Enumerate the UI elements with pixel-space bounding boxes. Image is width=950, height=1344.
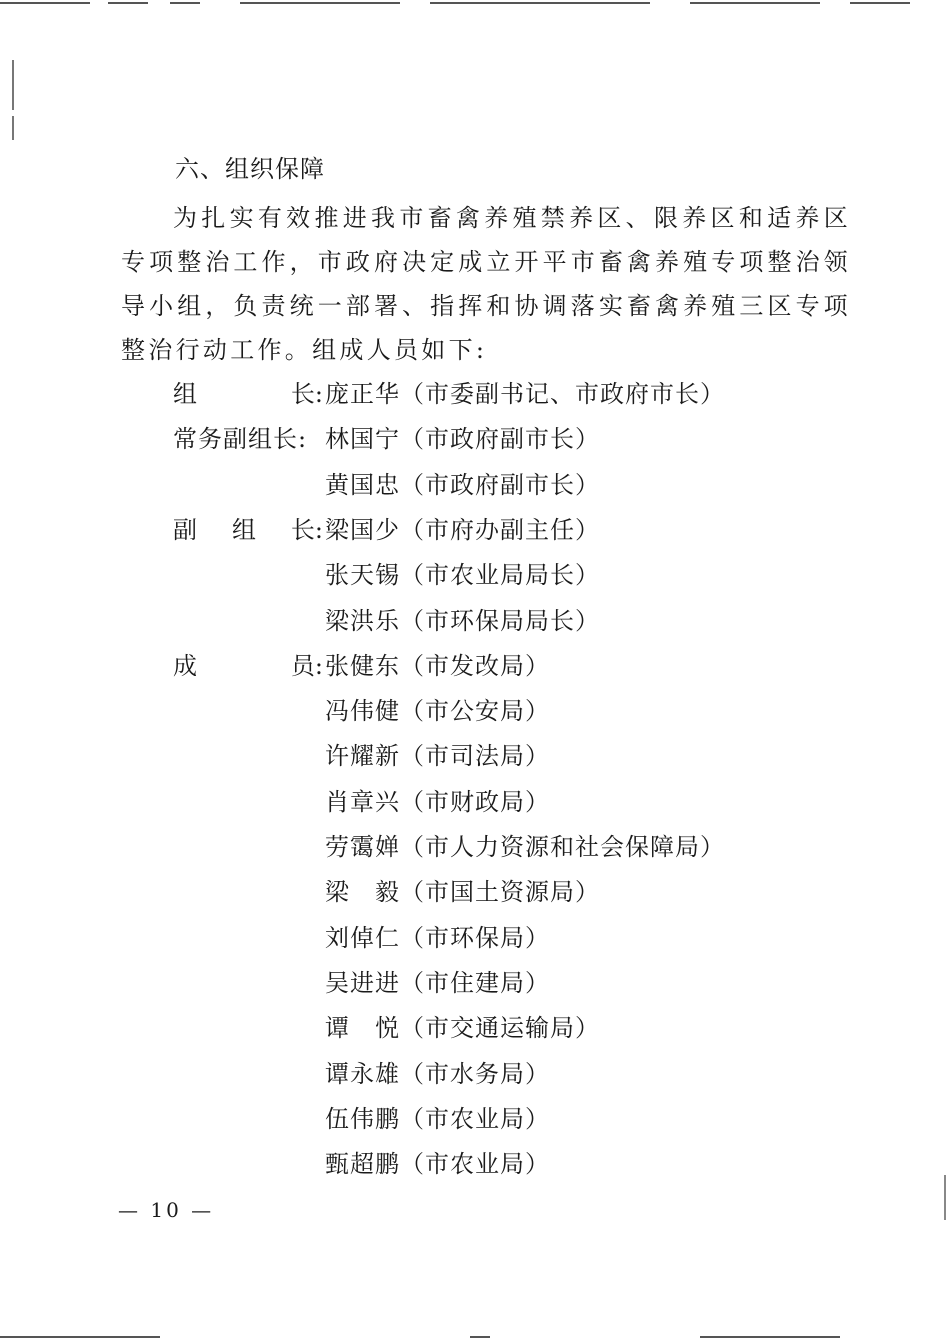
- roster-row: [0, 782, 950, 822]
- member-entry: 张健东（市发改局）: [325, 651, 550, 680]
- roster-row: [0, 1099, 950, 1139]
- member-entry: 谭 悦（市交通运输局）: [325, 1014, 600, 1043]
- role-label-part: 员:: [290, 651, 323, 680]
- member-entry: 甄超鹏（市农业局）: [325, 1150, 550, 1179]
- member-entry: 刘倬仁（市环保局）: [325, 923, 550, 952]
- roster-row: [0, 374, 950, 414]
- role-label-part: 常务副组长:: [173, 425, 308, 454]
- member-entry: 谭永雄（市水务局）: [325, 1059, 550, 1088]
- role-label: [173, 374, 323, 414]
- roster-row: [0, 1054, 950, 1094]
- roster-row: [0, 691, 950, 731]
- roster-row: [0, 601, 950, 641]
- scan-edge-bottom: [470, 1336, 490, 1338]
- member-entry: 伍伟鹏（市农业局）: [325, 1104, 550, 1133]
- roster-row: [0, 963, 950, 1003]
- member-entry: 梁 毅（市国土资源局）: [325, 878, 600, 907]
- scan-edge-bottom: [0, 1336, 160, 1338]
- roster-row: [0, 646, 950, 686]
- roster-row: [0, 736, 950, 776]
- member-entry: 劳霭婵（市人力资源和社会保障局）: [325, 833, 725, 861]
- roster-row: [0, 419, 950, 459]
- member-entry: 肖章兴（市财政局）: [325, 787, 550, 816]
- member-entry: 庞正华（市委副书记、市政府市长）: [325, 380, 725, 408]
- role-label-part: 长:: [290, 515, 323, 544]
- role-label: [173, 510, 323, 550]
- roster-row: [0, 827, 950, 867]
- role-label-part: 副: [173, 515, 197, 544]
- member-entry: 梁洪乐（市环保局局长）: [325, 606, 600, 635]
- intro-paragraph: 为扎实有效推进我市畜禽养殖禁养区、限养区和适养区专项整治工作，市政府决定成立开平市畜禽养殖专项整治领导小组，负责统一部署、指挥和协调落实畜禽养殖三区专项整治行动工作。组成人员如下:: [121, 204, 851, 364]
- member-entry: 梁国少（市府办副主任）: [325, 515, 600, 544]
- roster-row: [0, 1144, 950, 1184]
- member-entry: 黄国忠（市政府副市长）: [325, 470, 600, 499]
- member-entry: 吴进进（市住建局）: [325, 968, 550, 997]
- section-heading: 六、组织保障: [175, 155, 325, 183]
- role-label-part: 组: [231, 515, 256, 544]
- scan-edge-left: [12, 60, 14, 110]
- scan-edge-top: [0, 0, 950, 8]
- roster-row: [0, 465, 950, 505]
- page-number: — 10 —: [118, 1198, 215, 1222]
- roster-row: [0, 918, 950, 958]
- member-entry: 许耀新（市司法局）: [325, 742, 550, 771]
- roster-row: [0, 510, 950, 550]
- role-label: [173, 646, 323, 686]
- member-entry: 冯伟健（市公安局）: [325, 697, 550, 726]
- roster-row: [0, 872, 950, 912]
- scan-edge-left: [12, 116, 14, 140]
- member-entry: 张天锡（市农业局局长）: [325, 561, 600, 590]
- scan-edge-bottom: [700, 1336, 840, 1338]
- member-entry: 林国宁（市政府副市长）: [325, 425, 600, 454]
- role-label-part: 长:: [290, 380, 323, 408]
- roster-row: [0, 555, 950, 595]
- roster-row: [0, 1008, 950, 1048]
- role-label-part: 成: [173, 651, 197, 680]
- role-label-part: 组: [173, 380, 197, 408]
- role-label: [173, 419, 323, 459]
